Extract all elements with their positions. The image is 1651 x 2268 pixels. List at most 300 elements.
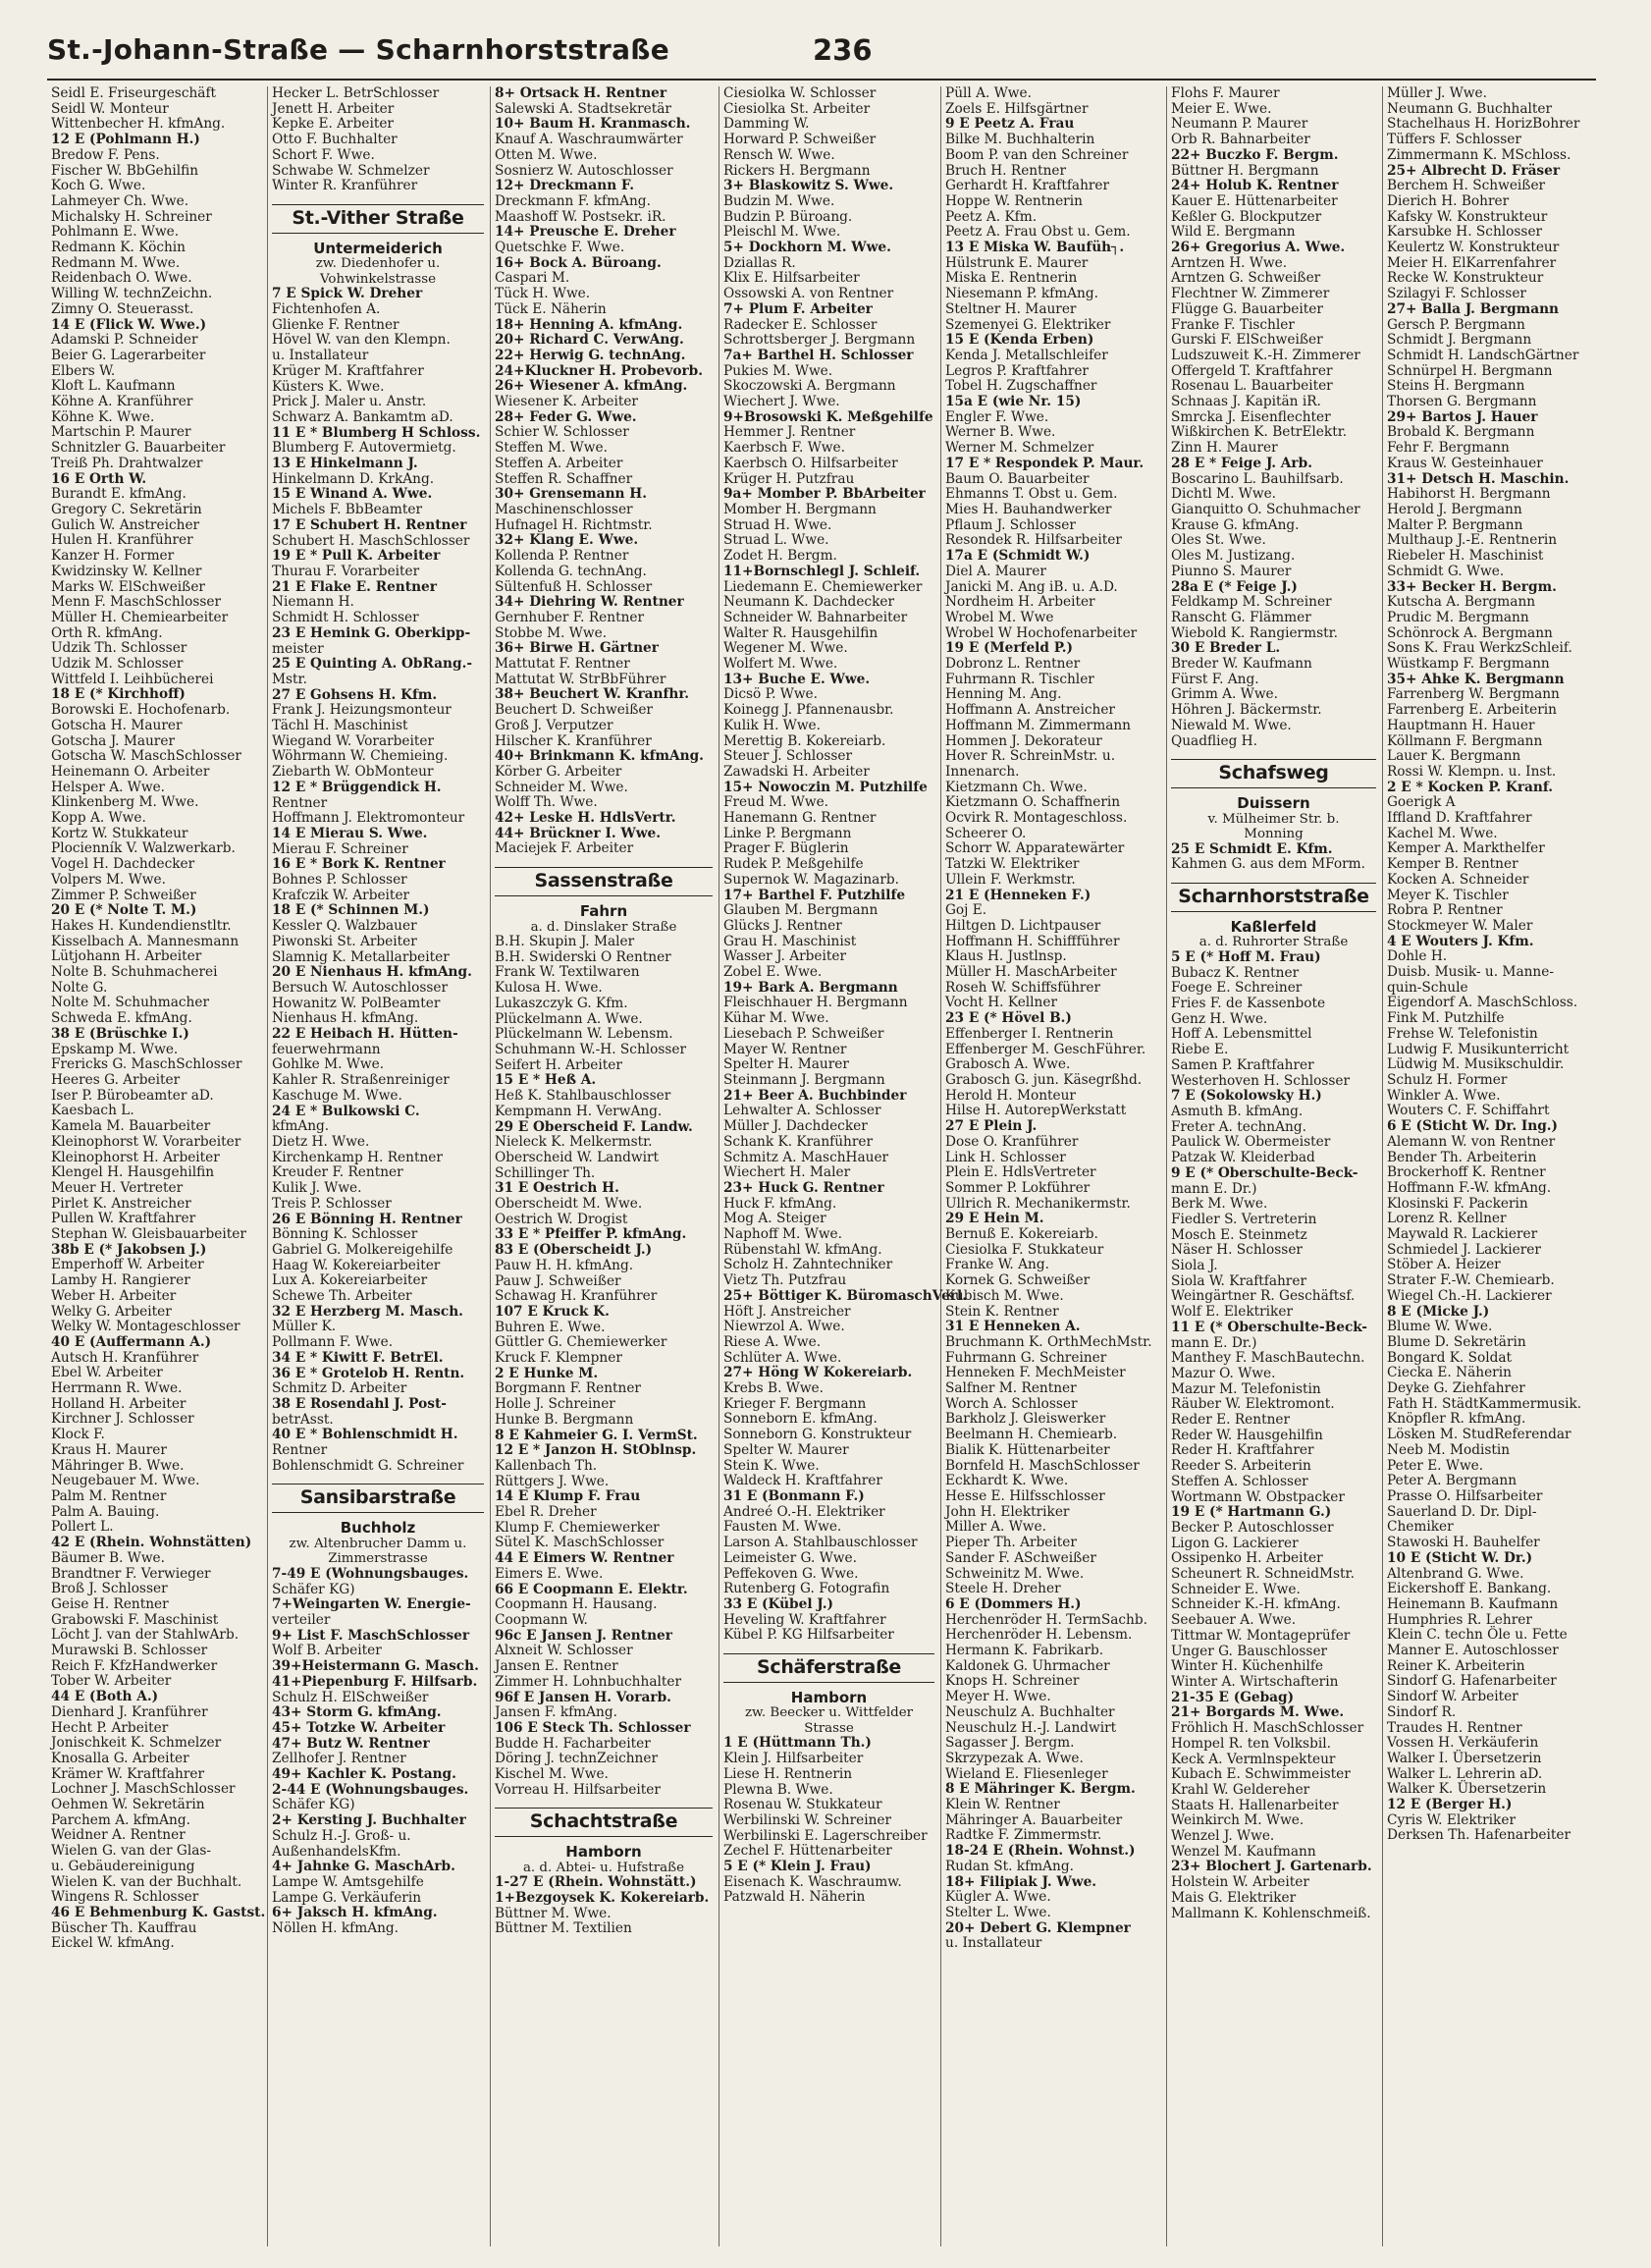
entry-line: Wouters C. F. Schiffahrt [1387, 1103, 1550, 1119]
entry-line: Mosch E. Steinmetz [1171, 1226, 1307, 1243]
entry-line: Plückelmann A. Wwe. [495, 1010, 643, 1027]
entry-line: Caspari M. [495, 270, 570, 287]
entry-line: Welky G. Arbeiter [51, 1303, 172, 1320]
entry-line: Kemper B. Rentner [1387, 856, 1518, 873]
entry-line: Liesebach P. Schweißer [723, 1025, 884, 1042]
entry-line: Offergeld T. Kraftfahrer [1171, 362, 1333, 379]
entry-line: Dobronz L. Rentner [945, 656, 1081, 673]
entry-line: Legros P. Kraftfahrer [945, 362, 1089, 379]
house-number-entry: 34+ Diehring W. Rentner [495, 594, 684, 611]
entry-line: Zinn H. Maurer [1171, 440, 1278, 457]
house-number-entry: 23 E Hemink G. Oberkipp- [272, 624, 471, 641]
entry-line: Gerhardt H. Kraftfahrer [945, 178, 1110, 194]
entry-line: Diel A. Maurer [945, 563, 1046, 579]
entry-line: Redmann K. Köchin [51, 240, 186, 256]
entry-line: Reeder S. Arbeiterin [1171, 1458, 1311, 1475]
entry-line: Wrobel W Hochofenarbeiter [945, 624, 1138, 641]
entry-line: Beier G. Lagerarbeiter [51, 347, 206, 363]
entry-line: Wiesener K. Arbeiter [495, 394, 638, 410]
house-number-entry: 36 E * Grotelob H. Rentn. [272, 1365, 465, 1381]
entry-line: Wiegel Ch.-H. Lackierer [1387, 1287, 1552, 1304]
entry-line: Wielen K. van der Buchhalt. [51, 1873, 242, 1890]
entry-line: Gersch P. Bergmann [1387, 316, 1525, 333]
entry-line: Meier E. Wwe. [1171, 100, 1272, 117]
entry-line: Stein K. Rentner [945, 1303, 1059, 1320]
entry-line: Nöllen H. kfmAng. [272, 1920, 399, 1937]
entry-line: Kachel M. Wwe. [1387, 825, 1498, 841]
entry-line: Damming W. [723, 116, 810, 133]
street-heading: Scharnhorststraße [1171, 883, 1376, 912]
entry-line: Deyke G. Ziehfahrer [1387, 1380, 1525, 1397]
entry-line: Janicki M. Ang iB. u. A.D. [945, 578, 1118, 595]
street-location-note: zw. Beecker u. Wittfelder [744, 1705, 914, 1721]
entry-line: Huck F. kfmAng. [723, 1195, 837, 1212]
entry-line: Herchenröder H. Lebensm. [945, 1627, 1133, 1644]
entry-line: Sütel K. MaschSchlosser [495, 1535, 665, 1551]
entry-line: Koinegg J. Pfannenausbr. [723, 702, 894, 719]
entry-line: B.H. Swiderski O Rentner [495, 948, 671, 965]
entry-line: Kischel M. Wwe. [495, 1766, 609, 1783]
entry-line: Körber G. Arbeiter [495, 763, 622, 780]
entry-line: Blume W. Wwe. [1387, 1319, 1493, 1335]
entry-line: Neugebauer M. Wwe. [51, 1473, 200, 1489]
house-number-entry: 9a+ Momber P. BbArbeiter [723, 486, 926, 503]
entry-line: Blumberg F. Autovermietg. [272, 440, 456, 457]
house-number-entry: 34 E * Kiwitt F. BetrEl. [272, 1349, 444, 1366]
entry-line: Schulz H. Former [1387, 1072, 1508, 1088]
entry-line: Wiegand W. Vorarbeiter [272, 732, 435, 749]
entry-line: Kühar M. Wwe. [723, 1010, 829, 1027]
house-number-entry: 22 E Heibach H. Hütten- [272, 1026, 458, 1043]
entry-line: Vogel H. Dachdecker [51, 856, 195, 873]
entry-line: Salfner M. Rentner [945, 1380, 1077, 1397]
house-number-entry: 19 E (* Hartmann G.) [1171, 1504, 1332, 1521]
entry-line: Roseh W. Schiffsführer [945, 979, 1101, 996]
entry-line: Schrottsberger J. Bergmann [723, 332, 916, 349]
entry-line: Freud M. Wwe. [723, 794, 829, 811]
entry-line: Hanemann G. Rentner [723, 810, 877, 827]
house-number-entry: 24+ Holub K. Rentner [1171, 178, 1339, 194]
entry-line: Schäfer KG) [272, 1797, 355, 1813]
entry-line: Foege E. Schreiner [1171, 980, 1303, 997]
entry-line: Ossipenko H. Arbeiter [1171, 1550, 1323, 1567]
entry-line: Breder W. Kaufmann [1171, 656, 1312, 673]
house-number-entry: 96c E Jansen J. Rentner [495, 1627, 672, 1644]
entry-line: Peetz A. Frau Obst u. Gem. [945, 224, 1131, 241]
entry-line: Malter P. Bergmann [1387, 516, 1523, 533]
entry-line: Oles St. Wwe. [1171, 532, 1266, 549]
entry-line: Wolfert M. Wwe. [723, 656, 838, 673]
entry-line: Fath H. StädtKammermusik. [1387, 1395, 1582, 1412]
entry-line: Neumann K. Dachdecker [723, 594, 895, 611]
entry-line: Büttner H. Bergmann [1171, 162, 1319, 179]
entry-line: Beelmann H. Chemiearb. [945, 1427, 1118, 1443]
house-number-entry: 10+ Baum H. Kranmasch. [495, 116, 691, 133]
house-number-entry: 30+ Grensemann H. [495, 486, 647, 503]
house-number-entry: 9 E Peetz A. Frau [945, 116, 1075, 133]
house-number-entry: 12 E * Brüggendick H. [272, 779, 442, 795]
entry-line: Walter R. Hausgehilfin [723, 624, 879, 641]
entry-line: Nienhaus H. kfmAng. [272, 1010, 419, 1027]
entry-line: Duisb. Musik- u. Manne- [1387, 964, 1554, 981]
house-number-entry: 12 E * Janzon H. StOblnsp. [495, 1442, 697, 1459]
entry-line: Fichtenhofen A. [272, 301, 381, 318]
house-number-entry: 42+ Leske H. HdlsVertr. [495, 810, 676, 827]
house-number-entry: 2 E Hunke M. [495, 1365, 599, 1381]
entry-line: Slamnig K. Metallarbeiter [272, 948, 450, 965]
house-number-entry: 26+ Wiesener A. kfmAng. [495, 378, 688, 395]
entry-line: John H. Elektriker [945, 1503, 1070, 1520]
house-number-entry: 9+ List F. MaschSchlosser [272, 1627, 470, 1644]
entry-line: Schier W. Schlosser [495, 424, 629, 441]
entry-line: Eigendorf A. MaschSchloss. [1387, 995, 1578, 1011]
entry-line: Michels F. BbBeamter [272, 502, 423, 518]
entry-line: Brockerhoff K. Rentner [1387, 1164, 1546, 1181]
house-number-entry: 12 E (Berger H.) [1387, 1797, 1513, 1813]
entry-line: Wittfeld I. Leihbücherei [51, 671, 214, 687]
entry-line: Wielen G. van der Glas- [51, 1843, 212, 1860]
district-name: Untermeiderich [313, 239, 443, 257]
entry-line: Hover R. SchreinMstr. u. [945, 748, 1116, 765]
entry-line: Bruch H. Rentner [945, 162, 1067, 179]
entry-line: Tittmar W. Montageprüfer [1171, 1627, 1351, 1644]
entry-line: Schneider K.-H. kfmAng. [1171, 1596, 1341, 1613]
house-number-entry: 14+ Preusche E. Dreher [495, 224, 676, 241]
entry-line: Hemmer J. Rentner [723, 424, 856, 441]
entry-line: Maschinenschlosser [495, 501, 633, 517]
entry-line: Buhren E. Wwe. [495, 1319, 606, 1335]
house-number-entry: 13 E Miska W. Baufüh┐. [945, 240, 1125, 256]
street-location-note: a. d. Dinslaker Straße [530, 919, 677, 935]
entry-line: Weinkirch M. Wwe. [1171, 1812, 1305, 1829]
street-heading: Schäferstraße [723, 1653, 934, 1683]
entry-line: Smrcka J. Eisenflechter [1171, 408, 1331, 425]
house-number-entry: 1+Bezgoysek K. Kokereiarb. [495, 1890, 710, 1907]
house-number-entry: 23+ Blochert J. Gartenarb. [1171, 1859, 1372, 1875]
entry-line: Tobel H. Zugschaffner [945, 378, 1097, 395]
entry-line: Neumann P. Maurer [1171, 116, 1308, 133]
entry-line: Kügler A. Wwe. [945, 1889, 1051, 1906]
page-title: St.-Johann-Straße — Scharnhorststraße [47, 33, 670, 66]
entry-line: Pirlet K. Anstreicher [51, 1195, 191, 1212]
house-number-entry: 21 E Flake E. Rentner [272, 578, 437, 595]
entry-line: Jansen E. Rentner [495, 1658, 618, 1675]
entry-line: Hülstrunk E. Maurer [945, 254, 1089, 271]
directory-column-5 [941, 86, 1167, 2246]
entry-line: Eckhardt K. Wwe. [945, 1473, 1069, 1489]
entry-line: Büttner M. Textilien [495, 1920, 632, 1937]
entry-line: Lampe W. Amtsgehilfe [272, 1873, 424, 1890]
house-number-entry: 4 E Wouters J. Kfm. [1387, 933, 1534, 949]
entry-line: Stöber A. Heizer [1387, 1257, 1501, 1273]
entry-line: Kemper A. Markthelfer [1387, 840, 1545, 857]
house-number-entry: 11 E (* Oberschulte-Beck- [1171, 1319, 1367, 1335]
entry-line: Eickel W. kfmAng. [51, 1935, 175, 1952]
entry-line: Kauer E. Hüttenarbeiter [1171, 192, 1338, 209]
entry-line: Pauw J. Schweißer [495, 1272, 621, 1289]
entry-line: Hilscher K. Kranführer [495, 732, 652, 749]
house-number-entry: 18+ Henning A. kfmAng. [495, 316, 683, 333]
entry-line: Neeb M. Modistin [1387, 1441, 1511, 1458]
entry-line: Kisselbach A. Mannesmann [51, 933, 240, 949]
house-number-entry: 33 E * Pfeiffer P. kfmAng. [495, 1226, 687, 1243]
entry-line: Sauerland D. Dr. Dipl- [1387, 1503, 1537, 1520]
entry-line: Nolte M. Schuhmacher [51, 995, 210, 1011]
entry-line: quin-Schule [1387, 979, 1468, 996]
entry-line: Neuschulz A. Buchhalter [945, 1703, 1115, 1720]
house-number-entry: 8 E (Micke J.) [1387, 1303, 1490, 1320]
entry-line: Ranscht G. Flämmer [1171, 609, 1311, 625]
entry-line: Waldeck H. Kraftfahrer [723, 1473, 882, 1489]
entry-line: Riebe E. [1171, 1042, 1229, 1058]
entry-line: Quetschke F. Wwe. [495, 240, 625, 256]
entry-line: Samen P. Kraftfahrer [1171, 1056, 1314, 1073]
entry-line: Wöhrmann W. Chemieing. [272, 748, 449, 765]
entry-line: Tatzki W. Elektriker [945, 856, 1080, 873]
entry-line: Sander F. ASchweißer [945, 1549, 1096, 1566]
entry-line: Oehmen W. Sekretärin [51, 1797, 205, 1813]
entry-line: Orb R. Bahnarbeiter [1171, 132, 1310, 148]
entry-line: Fürst F. Ang. [1171, 671, 1259, 687]
directory-columns [47, 86, 1596, 2246]
entry-line: Krüger M. Kraftfahrer [272, 362, 424, 379]
entry-line: Wiebold K. Rangiermstr. [1171, 624, 1338, 641]
entry-line: Schmidt J. Bergmann [1387, 332, 1532, 349]
house-number-entry: 9+Brosowski K. Meßgehilfe [723, 408, 933, 425]
entry-line: Klump F. Chemiewerker [495, 1519, 660, 1536]
house-number-entry: 20+ Debert G. Klempner [945, 1919, 1131, 1936]
house-number-entry: 23+ Huck G. Rentner [723, 1179, 884, 1196]
entry-line: Frank J. Heizungsmonteur [272, 702, 452, 719]
entry-line: Köhne K. Wwe. [51, 408, 155, 425]
entry-line: Dienhard J. Kranführer [51, 1703, 208, 1720]
entry-line: Dierich H. Bohrer [1387, 192, 1510, 209]
entry-line: Keulertz W. Konstrukteur [1387, 240, 1560, 256]
house-number-entry: 45+ Totzke W. Arbeiter [272, 1719, 446, 1736]
directory-column-2 [268, 86, 491, 2246]
entry-line: Schweda E. kfmAng. [51, 1010, 192, 1027]
entry-line: Fiedler S. Vertreterin [1171, 1211, 1317, 1227]
house-number-entry: 17 E * Respondek P. Maur. [945, 455, 1145, 471]
street-location-note: Strasse [804, 1720, 854, 1736]
entry-line: Herrmann R. Wwe. [51, 1380, 183, 1397]
entry-line: Hermann K. Fabrikarb. [945, 1643, 1104, 1659]
entry-line: Sagasser J. Bergm. [945, 1735, 1075, 1752]
entry-line: Peffekoven G. Wwe. [723, 1565, 859, 1582]
entry-line: Zimmer P. Schweißer [51, 887, 196, 903]
entry-line: Kepke E. Arbeiter [272, 116, 394, 133]
entry-line: Kutscha A. Bergmann [1387, 594, 1536, 611]
entry-line: Müller H. Chemiearbeiter [51, 609, 229, 625]
entry-line: Vietz Th. Putzfrau [723, 1272, 847, 1289]
entry-line: Palm M. Rentner [51, 1487, 167, 1504]
directory-column-1 [47, 86, 268, 2246]
house-number-entry: 7-49 E (Wohnungsbauges. [272, 1565, 469, 1582]
entry-line: Franke F. Tischler [1171, 316, 1295, 333]
entry-line: Lukaszczyk G. Kfm. [495, 995, 628, 1011]
entry-line: Wißkirchen K. BetrElektr. [1171, 424, 1348, 441]
entry-line: Strater F.-W. Chemiearb. [1387, 1272, 1555, 1289]
entry-line: Herchenröder H. TermSachb. [945, 1611, 1147, 1628]
entry-line: Frehse W. Telefonistin [1387, 1025, 1538, 1042]
street-location-note: Vohwinkelstrasse [319, 271, 437, 287]
entry-line: Dietz H. Wwe. [272, 1134, 370, 1150]
house-number-entry: 1 E (Hüttmann Th.) [723, 1735, 872, 1752]
entry-line: Ullrich R. Mechanikermstr. [945, 1195, 1131, 1212]
entry-line: Schmitz A. MaschHauer [723, 1149, 889, 1165]
district-name: Buchholz [340, 1519, 416, 1538]
entry-line: Ludwig F. Musikunterricht [1387, 1041, 1570, 1057]
entry-line: Plückelmann W. Lebensm. [495, 1026, 673, 1043]
house-number-entry: 27 E Gohsens H. Kfm. [272, 686, 438, 703]
street-location-note: a. d. Ruhrorter Straße [1198, 935, 1349, 950]
house-number-entry: 8 E Kahmeier G. I. VermSt. [495, 1427, 698, 1443]
entry-line: Holland H. Arbeiter [51, 1395, 186, 1412]
entry-line: Schlüter A. Wwe. [723, 1349, 842, 1366]
house-number-entry: 66 E Coopmann E. Elektr. [495, 1581, 688, 1597]
entry-line: Fröhlich H. MaschSchlosser [1171, 1720, 1364, 1737]
house-number-entry: 25+ Böttiger K. BüromaschVerl. [723, 1287, 967, 1304]
house-number-entry: 33+ Becker H. Bergm. [1387, 578, 1557, 595]
entry-line: Schmidt H. Schlosser [272, 610, 419, 626]
entry-line: Zimny O. Steuerasst. [51, 300, 194, 317]
entry-line: Westerhoven H. Schlosser [1171, 1072, 1351, 1089]
entry-line: Sültenfuß H. Schlosser [495, 578, 653, 595]
house-number-entry: 18-24 E (Rhein. Wohnst.) [945, 1843, 1136, 1860]
entry-line: Liese H. Rentnerin [723, 1765, 853, 1782]
house-number-entry: 28a E (* Feige J.) [1171, 578, 1298, 595]
house-number-entry: 44 E (Both A.) [51, 1689, 159, 1705]
entry-line: Zodet H. Bergm. [723, 548, 837, 565]
house-number-entry: 27+ Höng W Kokereiarb. [723, 1365, 913, 1381]
entry-line: Michalsky H. Schreiner [51, 208, 212, 225]
entry-line: Kwidzinsky W. Kellner [51, 563, 202, 579]
entry-line: feuerwehrmann [272, 1041, 381, 1057]
entry-line: Prasse O. Hilfsarbeiter [1387, 1487, 1543, 1504]
entry-line: Bubacz K. Rentner [1171, 964, 1300, 981]
entry-line: Kanzer H. Former [51, 548, 175, 565]
district-name: Hamborn [790, 1688, 868, 1706]
entry-line: Kaldonek G. Uhrmacher [945, 1657, 1110, 1674]
street-location-note: zw. Diedenhofer u. [315, 256, 441, 272]
entry-line: Heß K. Stahlbauschlosser [495, 1088, 671, 1105]
entry-line: Hakes H. Kundendienstltr. [51, 917, 232, 934]
entry-line: Feldkamp M. Schreiner [1171, 594, 1332, 611]
entry-line: Kafsky W. Konstrukteur [1387, 208, 1548, 225]
entry-line: Lux A. Kokereiarbeiter [272, 1272, 428, 1289]
entry-line: Pieper Th. Arbeiter [945, 1535, 1077, 1551]
entry-line: Helsper A. Wwe. [51, 779, 166, 795]
entry-line: Zoels E. Hilfsgärtner [945, 100, 1089, 117]
entry-line: Steffen A. Arbeiter [495, 455, 623, 471]
entry-line: Krämer W. Kraftfahrer [51, 1765, 205, 1782]
house-number-entry: 19 E (Merfeld P.) [945, 640, 1073, 657]
house-number-entry: 17a E (Schmidt W.) [945, 548, 1091, 565]
house-number-entry: 17+ Barthel F. Putzhilfe [723, 887, 906, 903]
entry-line: Bönning K. Schlosser [272, 1226, 418, 1243]
house-number-entry: 12+ Dreckmann F. [495, 178, 635, 194]
entry-line: Paulick W. Obermeister [1171, 1134, 1331, 1151]
entry-line: Gohlke M. Wwe. [272, 1056, 385, 1073]
entry-line: Schwarz A. Bankamtm aD. [272, 408, 453, 425]
entry-line: Schneider W. Bahnarbeiter [723, 609, 908, 625]
house-number-entry: 24+Kluckner H. Probevorb. [495, 362, 704, 379]
entry-line: Werner B. Wwe. [945, 424, 1056, 441]
entry-line: Scheerer O. [945, 825, 1027, 841]
entry-line: Thurau F. Vorarbeiter [272, 563, 420, 579]
entry-line: Salewski A. Stadtsekretär [495, 100, 671, 117]
entry-line: Schawag H. Kranführer [495, 1288, 658, 1305]
entry-line: Grabosch A. Wwe. [945, 1056, 1071, 1073]
entry-line: Nordheim H. Arbeiter [945, 594, 1095, 611]
entry-line: Tober W. Arbeiter [51, 1673, 172, 1690]
entry-line: Pukies M. Wwe. [723, 362, 833, 379]
entry-line: Gernhuber F. Rentner [495, 609, 645, 625]
entry-line: mann E. Dr.) [1171, 1180, 1257, 1197]
entry-line: Kopp A. Wwe. [51, 810, 146, 827]
entry-line: Budzin P. Büroang. [723, 208, 853, 225]
house-number-entry: 31 E Oestrich H. [495, 1180, 619, 1197]
entry-line: Meuer H. Vertreter [51, 1179, 184, 1196]
house-number-entry: 31 E Henneken A. [945, 1319, 1081, 1335]
entry-line: Oles M. Justizang. [1171, 548, 1296, 565]
house-number-entry: 27 E Plein J. [945, 1118, 1038, 1135]
entry-line: Sindorf W. Arbeiter [1387, 1689, 1518, 1705]
house-number-entry: 44+ Brückner I. Wwe. [495, 825, 662, 841]
entry-line: Andreé O.-H. Elektriker [723, 1503, 885, 1520]
house-number-entry: 38 E Rosendahl J. Post- [272, 1395, 447, 1412]
entry-line: Effenberger I. Rentnerin [945, 1025, 1114, 1042]
entry-line: Holstein W. Arbeiter [1171, 1874, 1309, 1891]
entry-line: Bohnes P. Schlosser [272, 872, 407, 889]
entry-line: mann E. Dr.) [1171, 1334, 1257, 1351]
house-number-entry: 7a+ Barthel H. Schlosser [723, 347, 914, 363]
entry-line: Hövel W. van den Klempn. [272, 332, 451, 349]
house-number-entry: 36+ Birwe H. Gärtner [495, 640, 659, 657]
entry-line: Fehr F. Bergmann [1387, 440, 1510, 457]
directory-column-3 [491, 86, 719, 2246]
house-number-entry: 18 E (* Schinnen M.) [272, 902, 430, 919]
entry-line: Wolff Th. Wwe. [495, 794, 598, 811]
entry-line: betrAsst. [272, 1411, 334, 1428]
entry-line: Glienke F. Rentner [272, 316, 399, 333]
entry-line: Niewrzol A. Wwe. [723, 1319, 845, 1335]
house-number-entry: 14 E Klump F. Frau [495, 1488, 641, 1505]
entry-line: Gotscha J. Maurer [51, 732, 175, 749]
entry-line: Steltner H. Maurer [945, 300, 1077, 317]
entry-line: Haag W. Kokereiarbeiter [272, 1257, 441, 1273]
house-number-entry: 8+ Ortsack H. Rentner [495, 85, 667, 101]
entry-line: Steinmann J. Bergmann [723, 1072, 885, 1088]
entry-line: Glücks J. Rentner [723, 917, 842, 934]
entry-line: Seebauer A. Wwe. [1171, 1612, 1297, 1629]
entry-line: Liedemann E. Chemiewerker [723, 578, 923, 595]
entry-line: Bredow F. Pens. [51, 146, 160, 163]
house-number-entry: 18 E (* Kirchhoff) [51, 686, 186, 703]
entry-line: Boom P. van den Schreiner [945, 146, 1129, 163]
entry-line: Plocienník V. Walzwerkarb. [51, 840, 236, 857]
entry-line: Hecker L. BetrSchlosser [272, 85, 440, 101]
house-number-entry: 27+ Balla J. Bergmann [1387, 300, 1560, 317]
house-number-entry: 38b E (* Jakobsen J.) [51, 1241, 207, 1258]
entry-line: Borowski E. Hochofenarb. [51, 702, 231, 719]
entry-line: u. Installateur [945, 1935, 1042, 1952]
entry-line: Radecker E. Schlosser [723, 316, 878, 333]
entry-line: Patzwald H. Näherin [723, 1889, 866, 1906]
entry-line: Kleinophorst W. Vorarbeiter [51, 1133, 241, 1150]
entry-line: Kenda J. Metallschleifer [945, 347, 1108, 363]
house-number-entry: 31 E (Bonmann F.) [723, 1487, 865, 1504]
